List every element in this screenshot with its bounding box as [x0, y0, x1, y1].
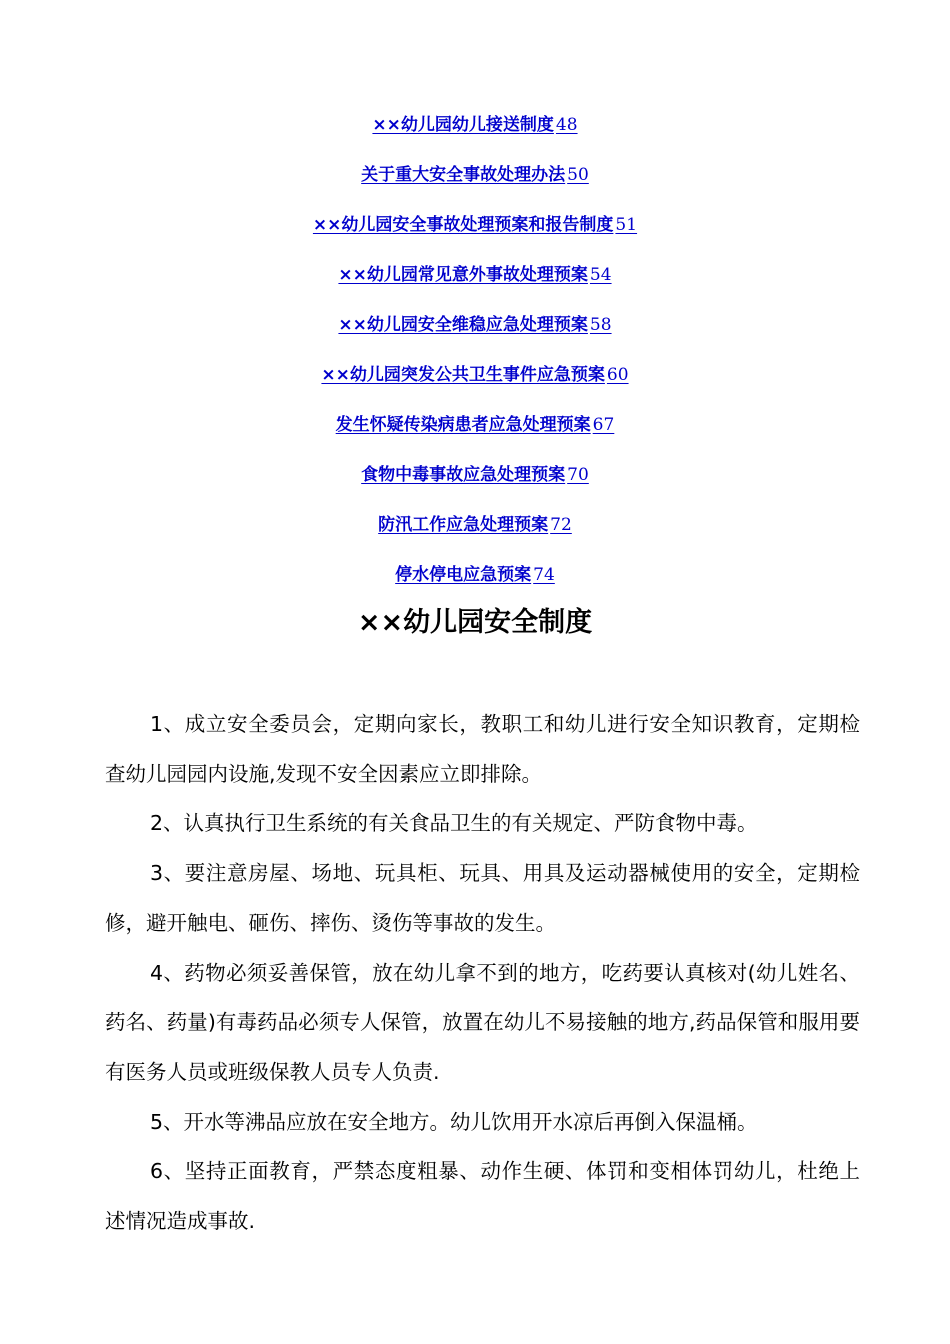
toc-entry-title: 关于重大安全事故处理办法	[361, 165, 566, 185]
toc-entry	[0, 208, 950, 258]
toc-entry	[0, 558, 950, 608]
toc-entry-title: ××幼儿园安全事故处理预案和报告制度	[312, 215, 614, 235]
toc-entry	[0, 408, 950, 458]
toc-entry	[0, 258, 950, 308]
toc-entry	[0, 158, 950, 208]
toc-entry-page: 48	[555, 115, 578, 135]
paragraph: 5、开水等沸品应放在安全地方。幼儿饮用开水凉后再倒入保温桶。	[150, 1109, 758, 1134]
section-heading: ××幼儿园安全制度	[357, 607, 593, 638]
table-of-contents	[0, 108, 950, 608]
toc-entry	[0, 508, 950, 558]
toc-entry-page: 54	[589, 265, 612, 285]
toc-link[interactable]	[372, 115, 577, 134]
toc-link[interactable]	[378, 515, 572, 534]
toc-link[interactable]	[361, 165, 589, 184]
toc-entry-title: ××幼儿园幼儿接送制度	[372, 115, 554, 135]
toc-entry-title: 防汛工作应急处理预案	[378, 515, 549, 535]
toc-entry-title: ××幼儿园安全维稳应急处理预案	[338, 315, 588, 335]
paragraph: 6、坚持正面教育，严禁态度粗暴、动作生硬、体罚和变相体罚幼儿，杜绝上述情况造成事故.	[105, 1159, 860, 1234]
paragraph: 2、认真执行卫生系统的有关食品卫生的有关规定、严防食物中毒。	[150, 811, 758, 836]
toc-link[interactable]	[313, 215, 637, 234]
toc-link[interactable]	[338, 315, 611, 334]
toc-entry-title: ××幼儿园突发公共卫生事件应急预案	[321, 365, 605, 385]
section-body	[105, 700, 860, 1247]
toc-entry	[0, 458, 950, 508]
toc-entry	[0, 358, 950, 408]
paragraph: 4、药物必须妥善保管，放在幼儿拿不到的地方，吃药要认真核对(幼儿姓名、药名、药量)有毒药品必须专人保管，放置在幼儿不易接触的地方,药品保管和服用要有医务人员或班级保教人员专人负责.	[105, 960, 860, 1084]
toc-entry-page: 58	[589, 315, 612, 335]
toc-entry-page: 70	[567, 465, 589, 485]
toc-entry-page: 67	[592, 415, 615, 435]
paragraph: 3、要注意房屋、场地、玩具柜、玩具、用具及运动器械使用的安全，定期检修，避开触电、砸伤、摔伤、烫伤等事故的发生。	[105, 861, 860, 935]
toc-link[interactable]	[361, 465, 589, 484]
toc-entry	[0, 108, 950, 158]
toc-link[interactable]	[321, 365, 628, 384]
toc-entry-title: 停水停电应急预案	[395, 565, 532, 585]
toc-entry-page: 60	[606, 365, 629, 385]
toc-link[interactable]	[336, 415, 615, 434]
toc-link[interactable]	[395, 565, 555, 584]
toc-entry-title: 食物中毒事故应急处理预案	[361, 465, 566, 485]
toc-entry-page: 74	[533, 565, 555, 585]
toc-entry-title: ××幼儿园常见意外事故处理预案	[338, 265, 588, 285]
toc-entry-page: 72	[550, 515, 572, 535]
toc-entry-page: 51	[615, 215, 638, 235]
toc-entry	[0, 308, 950, 358]
toc-link[interactable]	[338, 265, 611, 284]
toc-entry-page: 50	[567, 165, 589, 185]
paragraph: 1、成立安全委员会，定期向家长，教职工和幼儿进行安全知识教育，定期检查幼儿园园内设施,发现不安全因素应立即排除。	[105, 712, 860, 786]
toc-entry-title: 发生怀疑传染病患者应急处理预案	[335, 415, 591, 435]
